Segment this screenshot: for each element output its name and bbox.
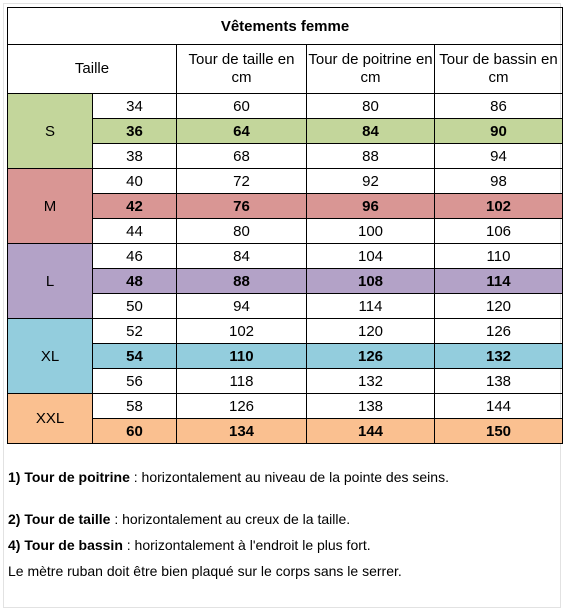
cell-hips: 86 — [435, 94, 563, 119]
cell-eu-size: 56 — [93, 369, 177, 394]
cell-hips: 138 — [435, 369, 563, 394]
cell-eu-size: 50 — [93, 294, 177, 319]
cell-hips: 90 — [435, 119, 563, 144]
table-row — [8, 244, 563, 269]
cell-waist: 68 — [177, 144, 307, 169]
cell-waist: 72 — [177, 169, 307, 194]
cell-hips: 94 — [435, 144, 563, 169]
cell-waist: 60 — [177, 94, 307, 119]
table-header-row — [8, 45, 563, 94]
cell-chest: 96 — [307, 194, 435, 219]
cell-chest: 104 — [307, 244, 435, 269]
note-chest-text: : horizontalement au niveau de la pointe des seins. — [129, 469, 449, 485]
cell-chest: 108 — [307, 269, 435, 294]
cell-chest: 92 — [307, 169, 435, 194]
note-waist — [8, 510, 350, 528]
cell-eu-size: 60 — [93, 419, 177, 444]
table-row — [8, 169, 563, 194]
header-hips: Tour de bassin en cm — [435, 45, 563, 94]
note-waist-text: : horizontalement au creux de la taille. — [110, 511, 351, 527]
cell-waist: 76 — [177, 194, 307, 219]
header-chest: Tour de poitrine en cm — [307, 45, 435, 94]
note-chest — [8, 468, 449, 486]
cell-chest: 114 — [307, 294, 435, 319]
cell-waist: 64 — [177, 119, 307, 144]
cell-hips: 120 — [435, 294, 563, 319]
cell-waist: 102 — [177, 319, 307, 344]
size-label-xl: XL — [8, 319, 93, 394]
table-row — [8, 94, 563, 119]
table-row — [8, 394, 563, 419]
cell-eu-size: 46 — [93, 244, 177, 269]
cell-hips: 132 — [435, 344, 563, 369]
cell-chest: 126 — [307, 344, 435, 369]
header-size: Taille — [8, 45, 177, 94]
cell-waist: 126 — [177, 394, 307, 419]
size-label-s: S — [8, 94, 93, 169]
document-page — [3, 3, 561, 608]
cell-chest: 144 — [307, 419, 435, 444]
cell-eu-size: 42 — [93, 194, 177, 219]
header-waist: Tour de taille en cm — [177, 45, 307, 94]
cell-hips: 144 — [435, 394, 563, 419]
size-label-m: M — [8, 169, 93, 244]
cell-hips: 150 — [435, 419, 563, 444]
note-waist-label: 2) Tour de taille — [8, 511, 111, 527]
cell-waist: 110 — [177, 344, 307, 369]
cell-eu-size: 38 — [93, 144, 177, 169]
cell-hips: 114 — [435, 269, 563, 294]
note-chest-label: 1) Tour de poitrine — [8, 469, 130, 485]
cell-eu-size: 44 — [93, 219, 177, 244]
cell-waist: 94 — [177, 294, 307, 319]
note-hips-label: 4) Tour de bassin — [8, 537, 123, 553]
cell-waist: 134 — [177, 419, 307, 444]
cell-chest: 84 — [307, 119, 435, 144]
cell-chest: 132 — [307, 369, 435, 394]
note-tape: Le mètre ruban doit être bien plaqué sur le corps sans le serrer. — [8, 563, 402, 579]
cell-eu-size: 40 — [93, 169, 177, 194]
cell-chest: 120 — [307, 319, 435, 344]
table-row — [8, 319, 563, 344]
cell-waist: 80 — [177, 219, 307, 244]
table-title: Vêtements femme — [8, 8, 563, 45]
cell-chest: 100 — [307, 219, 435, 244]
cell-hips: 102 — [435, 194, 563, 219]
cell-hips: 106 — [435, 219, 563, 244]
cell-eu-size: 52 — [93, 319, 177, 344]
cell-eu-size: 58 — [93, 394, 177, 419]
cell-waist: 84 — [177, 244, 307, 269]
cell-waist: 88 — [177, 269, 307, 294]
cell-eu-size: 48 — [93, 269, 177, 294]
cell-eu-size: 36 — [93, 119, 177, 144]
cell-eu-size: 54 — [93, 344, 177, 369]
cell-chest: 138 — [307, 394, 435, 419]
cell-chest: 80 — [307, 94, 435, 119]
note-hips — [8, 536, 371, 554]
cell-hips: 110 — [435, 244, 563, 269]
cell-hips: 98 — [435, 169, 563, 194]
cell-chest: 88 — [307, 144, 435, 169]
note-hips-text: : horizontalement à l'endroit le plus fort. — [122, 537, 371, 553]
size-label-l: L — [8, 244, 93, 319]
cell-waist: 118 — [177, 369, 307, 394]
cell-hips: 126 — [435, 319, 563, 344]
table-title-row — [8, 8, 563, 45]
cell-eu-size: 34 — [93, 94, 177, 119]
size-chart-table — [7, 7, 563, 444]
size-label-xxl: XXL — [8, 394, 93, 444]
